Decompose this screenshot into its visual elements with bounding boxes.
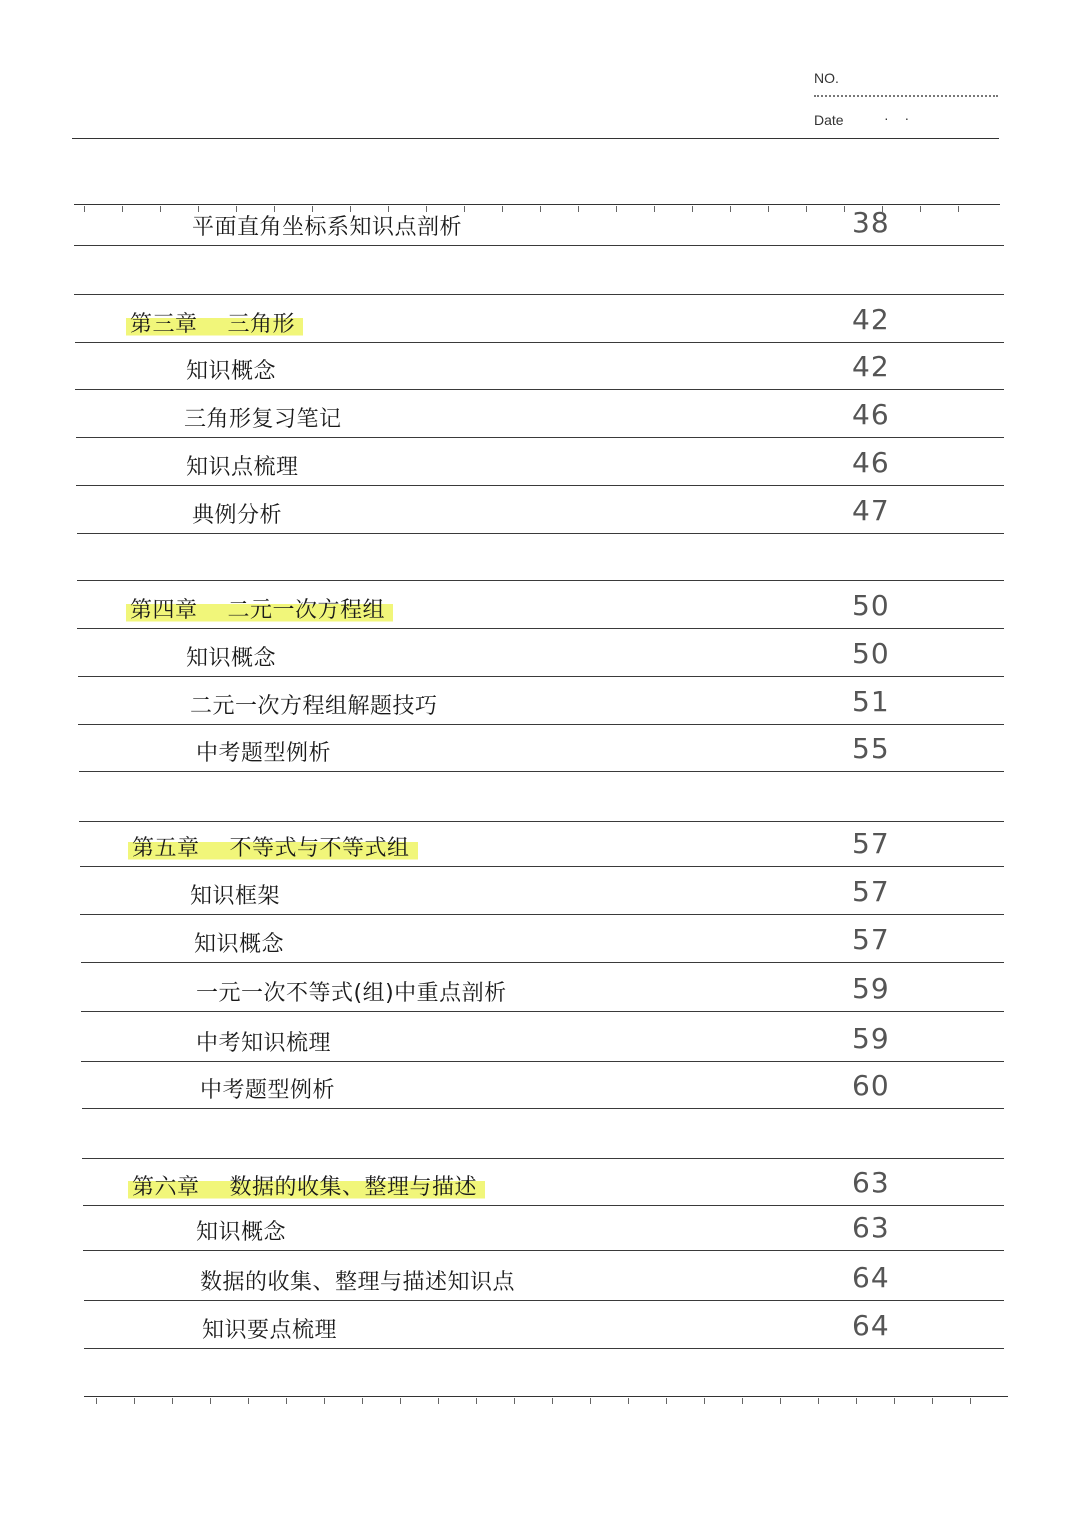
no-label: NO. [814,70,839,86]
entry-title: 中考题型例析 [200,1078,336,1103]
entry-title: 知识点梳理 [186,455,299,480]
ruled-line [79,771,1004,772]
entry-page-number: 60 [852,1069,890,1102]
ruled-line [75,342,1004,343]
toc-entry [0,1068,1080,1108]
margin-tick [514,1398,515,1404]
margin-tick [932,1398,933,1404]
chapter-number: 第四章 [130,598,198,623]
chapter-title: 不等式与不等式组 [229,836,410,861]
ruled-line [74,245,1004,246]
ruled-line [77,533,1004,534]
entry-title: 三角形复习笔记 [184,407,342,432]
entry-page-number: 57 [852,923,890,956]
ruled-line [78,724,1004,725]
ruled-line [76,437,1004,438]
chapter-title-highlight [126,593,393,624]
ruled-line [79,821,1004,822]
ruled-line [83,1250,1004,1251]
entry-page-number: 57 [852,875,890,908]
toc-entry [0,445,1080,485]
toc-entry [0,922,1080,962]
ruled-line [77,628,1004,629]
margin-tick [172,1398,173,1404]
margin-tick [286,1398,287,1404]
ruled-line [80,866,1004,867]
no-dotted-line [814,95,998,97]
chapter-title: 二元一次方程组 [227,598,386,623]
entry-page-number: 64 [852,1309,890,1342]
entry-title: 典例分析 [192,503,283,528]
ruled-line [84,1348,1004,1349]
chapter-heading [0,826,1080,866]
chapter-number: 第三章 [130,312,198,337]
entry-page-number: 38 [852,206,890,239]
chapter-title: 三角形 [227,312,296,337]
chapter-title-highlight [128,831,418,862]
margin-tick [134,1398,135,1404]
margin-tick [248,1398,249,1404]
margin-tick [96,1398,97,1404]
entry-page-number: 51 [852,685,890,718]
entry-title: 平面直角坐标系知识点剖析 [192,215,463,240]
entry-title: 知识概念 [186,646,277,671]
toc-entry [0,493,1080,533]
entry-page-number: 63 [852,1166,890,1199]
header-rule [72,138,999,139]
entry-title: 中考题型例析 [196,741,332,766]
margin-tick [742,1398,743,1404]
entry-title: 二元一次方程组解题技巧 [190,694,438,719]
toc-entry [0,971,1080,1011]
toc-entry [0,397,1080,437]
margin-tick [400,1398,401,1404]
entry-page-number: 50 [852,589,890,622]
ruled-line [74,294,1004,295]
margin-tick [476,1398,477,1404]
ruled-line [75,389,1004,390]
margin-tick [894,1398,895,1404]
date-label: Date [814,112,844,128]
chapter-number: 第六章 [132,1175,200,1200]
margin-tick [210,1398,211,1404]
toc-entry [0,1021,1080,1061]
chapter-heading [0,1165,1080,1205]
ruled-line [82,1158,1004,1159]
margin-tick [780,1398,781,1404]
entry-page-number: 64 [852,1261,890,1294]
entry-page-number: 55 [852,732,890,765]
chapter-title-highlight [128,1170,485,1201]
entry-page-number: 57 [852,827,890,860]
entry-page-number: 63 [852,1211,890,1244]
ruled-line [82,1108,1004,1109]
chapter-title: 数据的收集、整理与描述 [229,1175,478,1200]
toc-entry [0,1308,1080,1348]
ruled-line [81,1011,1004,1012]
ruled-line [76,485,1004,486]
entry-page-number: 46 [852,398,890,431]
margin-tick [362,1398,363,1404]
toc-entry [0,205,1080,245]
ruled-line [81,1061,1004,1062]
toc-entry [0,874,1080,914]
toc-entry [0,731,1080,771]
toc-entry [0,636,1080,676]
entry-title: 知识概念 [196,1220,287,1245]
ruled-line [80,914,1004,915]
entry-page-number: 59 [852,972,890,1005]
chapter-heading [0,302,1080,342]
ruled-line [77,580,1004,581]
ruled-line [78,676,1004,677]
entry-title: 知识概念 [194,932,285,957]
margin-tick [628,1398,629,1404]
margin-tick [438,1398,439,1404]
toc-entry [0,349,1080,389]
entry-page-number: 46 [852,446,890,479]
ruled-line [84,1300,1004,1301]
entry-title: 一元一次不等式(组)中重点剖析 [196,981,507,1006]
chapter-heading [0,588,1080,628]
bottom-margin-rule [84,1396,1008,1397]
entry-page-number: 42 [852,303,890,336]
margin-tick [552,1398,553,1404]
entry-title: 数据的收集、整理与描述知识点 [200,1270,516,1295]
entry-title: 知识要点梳理 [202,1318,338,1343]
toc-entry [0,1210,1080,1250]
date-dots: · · [884,110,916,126]
chapter-title-highlight [126,307,303,338]
toc-entry [0,684,1080,724]
entry-page-number: 50 [852,637,890,670]
entry-title: 中考知识梳理 [196,1031,332,1056]
entry-page-number: 59 [852,1022,890,1055]
entry-page-number: 42 [852,350,890,383]
ruled-line [83,1205,1004,1206]
entry-title: 知识概念 [186,359,277,384]
chapter-number: 第五章 [132,836,200,861]
margin-tick [818,1398,819,1404]
margin-tick [666,1398,667,1404]
margin-tick [704,1398,705,1404]
margin-tick [590,1398,591,1404]
toc-entry [0,1260,1080,1300]
entry-title: 知识框架 [190,884,281,909]
margin-tick [856,1398,857,1404]
entry-page-number: 47 [852,494,890,527]
margin-tick [324,1398,325,1404]
ruled-line [81,962,1004,963]
margin-tick [970,1398,971,1404]
